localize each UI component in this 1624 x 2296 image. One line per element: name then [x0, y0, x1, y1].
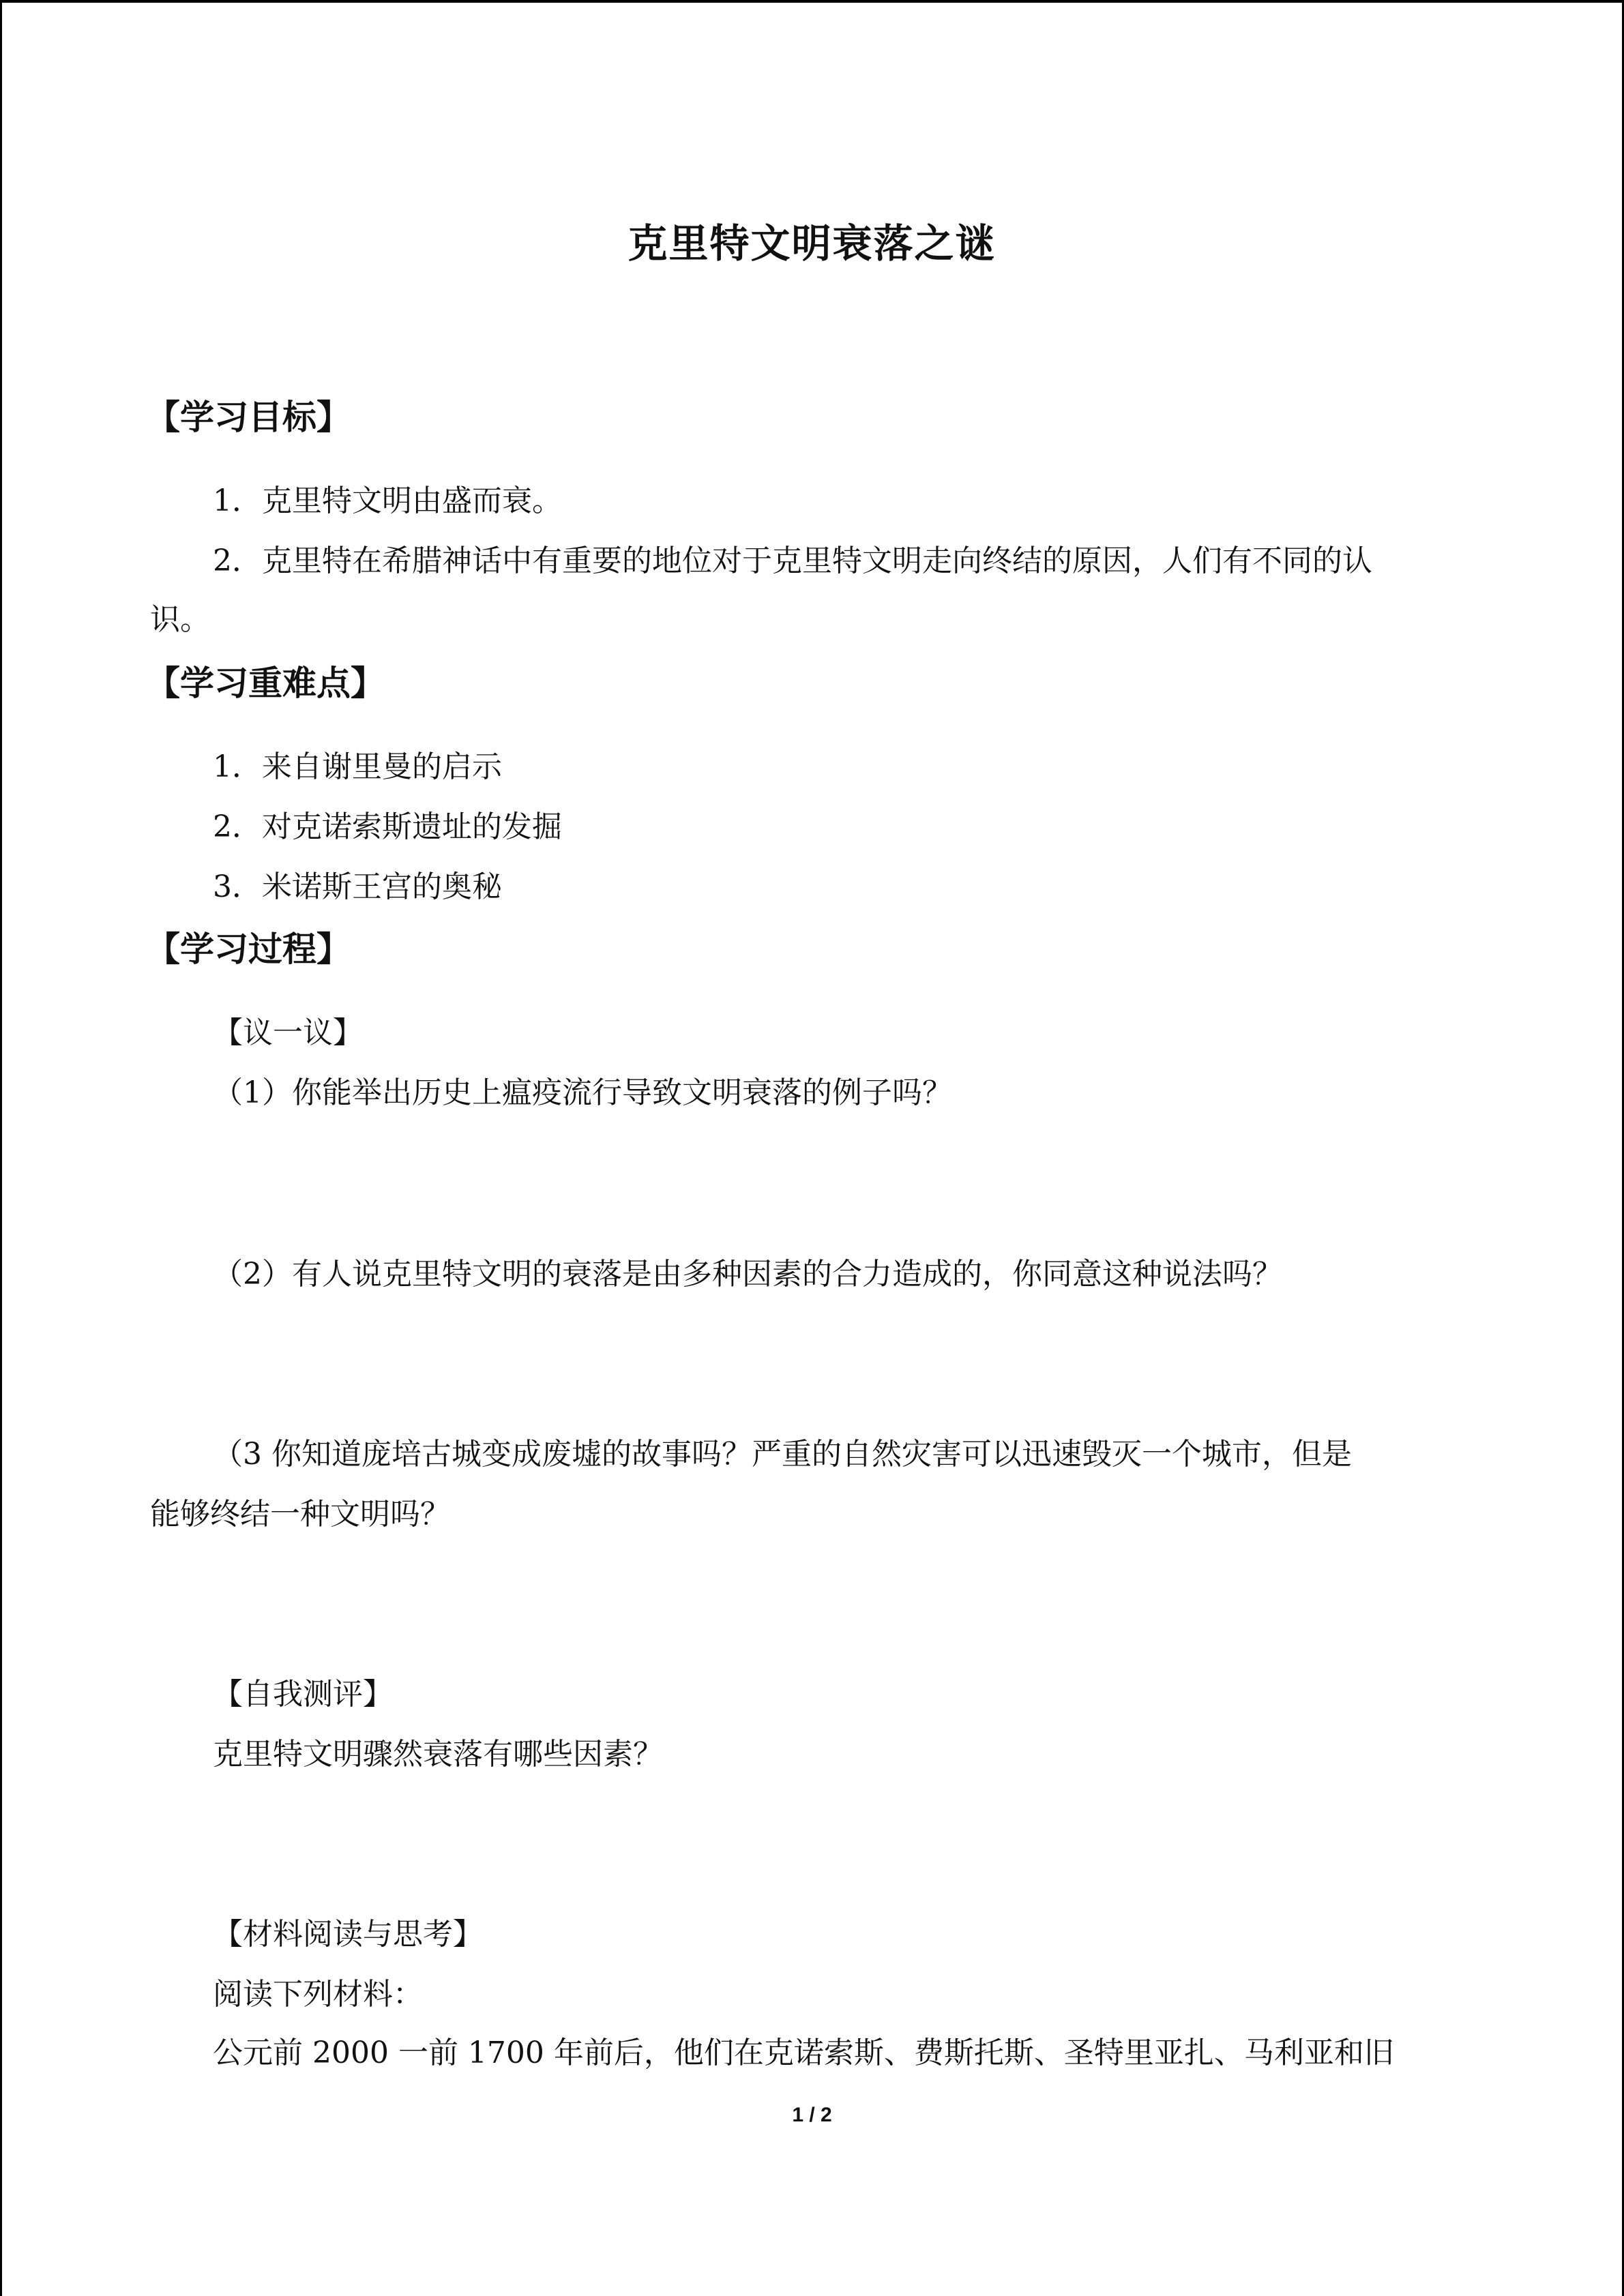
- discussion-question-1: （1）你能举出历史上瘟疫流行导致文明衰落的例子吗？: [213, 1075, 952, 1110]
- key-point-item-1: 1．来自谢里曼的启示: [213, 749, 502, 784]
- discussion-question-2: （2）有人说克里特文明的衰落是由多种因素的合力造成的，你同意这种说法吗？: [213, 1257, 1282, 1292]
- objective-item-2: 2．克里特在希腊神话中有重要的地位对于克里特文明走向终结的原因，人们有不同的认: [213, 543, 1372, 578]
- page-number: 1 / 2: [792, 2104, 832, 2126]
- heading-learning-process: 【学习过程】: [146, 929, 351, 969]
- document-title: 克里特文明衰落之谜: [628, 220, 996, 267]
- key-point-item-3: 3．米诺斯王宫的奥秘: [213, 869, 502, 904]
- discuss-label: 【议一议】: [213, 1015, 363, 1050]
- heading-key-points: 【学习重难点】: [146, 664, 385, 703]
- reading-label: 【材料阅读与思考】: [213, 1917, 483, 1952]
- discussion-question-3: （3 你知道庞培古城变成废墟的故事吗？严重的自然灾害可以迅速毁灭一个城市，但是: [213, 1437, 1352, 1472]
- discussion-question-3-continued: 能够终结一种文明吗？: [150, 1497, 450, 1532]
- reading-material-text: 公元前 2000 一前 1700 年前后，他们在克诺索斯、费斯托斯、圣特里亚扎、马利亚和旧: [213, 2036, 1394, 2070]
- page-top-border: [0, 0, 1624, 3]
- self-test-question: 克里特文明骤然衰落有哪些因素？: [213, 1737, 663, 1772]
- objective-item-1: 1．克里特文明由盛而衰。: [213, 483, 562, 518]
- key-point-item-2: 2．对克诺索斯遗址的发掘: [213, 809, 562, 844]
- objective-item-2-continued: 识。: [150, 602, 210, 637]
- page-left-border: [0, 0, 2, 2296]
- self-test-label: 【自我测评】: [213, 1677, 393, 1712]
- heading-learning-objectives: 【学习目标】: [146, 398, 351, 437]
- reading-intro: 阅读下列材料：: [213, 1977, 423, 2012]
